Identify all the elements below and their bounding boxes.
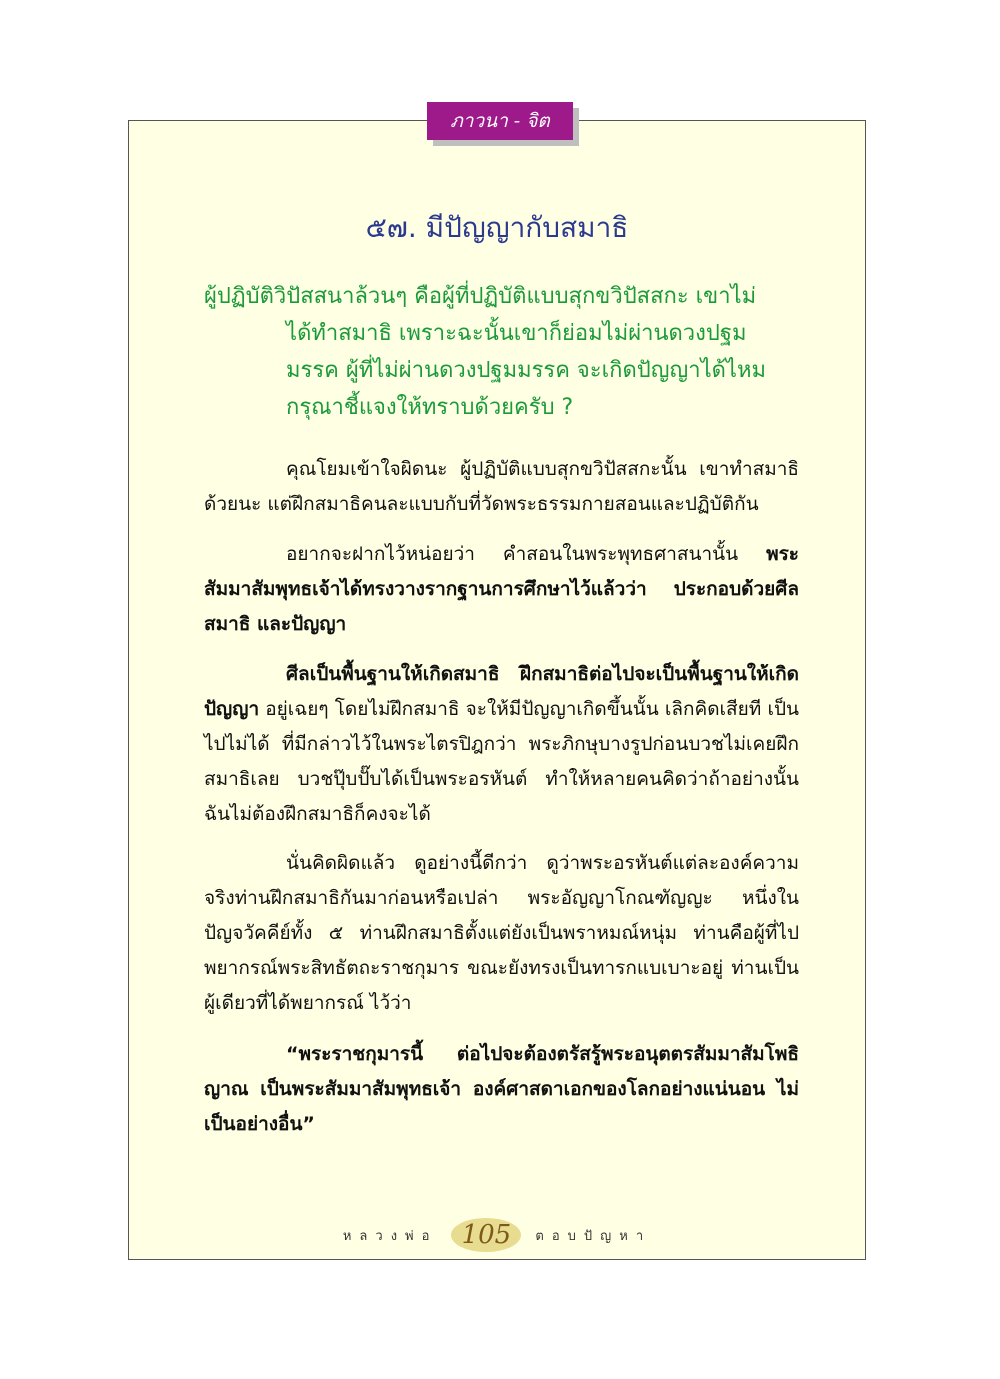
answer-paragraph-3-emphasis: ศีลเป็นพื้นฐานให้เกิดสมาธิ ฝึกสมาธิต่อไปจะเป็นพื้นฐานให้เกิดปัญญา xyxy=(204,663,799,720)
answer-paragraph-3-text: อยู่เฉยๆ โดยไม่ฝึกสมาธิ จะให้มีปัญญาเกิดขึ้นนั้น เลิกคิดเสียที เป็นไปไม่ได้ ที่มีกล่าวไว้ในพระไตรปิฎกว่า พระภิกษุบางรูปก่อนบวชไม่เคยฝึกสมาธิเลย บวชปุ๊บปั๊บได้เป็นพระอรหันต์ ทำให้หลายคนคิดว่าถ้าอย่างนั้นฉันไม่ต้องฝึกสมาธิก็คงจะได้ xyxy=(204,698,799,825)
answer-paragraph-3 xyxy=(204,657,799,832)
page-number: 105 xyxy=(451,1218,521,1252)
page-footer xyxy=(128,1215,866,1255)
answer-paragraph-2-text: อยากจะฝากไว้หน่อยว่า คำสอนในพระพุทธศาสนานั้น xyxy=(286,543,767,565)
category-tab: ภาวนา - จิต xyxy=(427,102,573,140)
question-continuation: ได้ทำสมาธิ เพราะฉะนั้นเขาก็ย่อมไม่ผ่านดวงปฐมมรรค ผู้ที่ไม่ผ่านดวงปฐมมรรค จะเกิดปัญญาได้ไหม กรุณาชี้แจงให้ทราบด้วยครับ ? xyxy=(286,321,766,420)
prophecy-quote: “พระราชกุมารนี้ ต่อไปจะต้องตรัสรู้พระอนุตตรสัมมาสัมโพธิญาณ เป็นพระสัมมาสัมพุทธเจ้า องค์ศาสดาเอกของโลกอย่างแน่นอน ไม่เป็นอย่างอื่น” xyxy=(204,1043,799,1135)
footer-right-label: ตอบปัญหา xyxy=(535,1228,652,1244)
answer-paragraph-1: คุณโยมเข้าใจผิดนะ ผู้ปฏิบัติแบบสุกขวิปัสสกะนั้น เขาทำสมาธิด้วยนะ แต่ฝึกสมาธิคนละแบบกับที่วัดพระธรรมกายสอนและปฏิบัติกัน xyxy=(204,458,799,515)
question-first-line: ผู้ปฏิบัติวิปัสสนาล้วนๆ คือผู้ที่ปฏิบัติแบบสุกขวิปัสสกะ เขาไม่ xyxy=(204,284,757,309)
answer-paragraph-2-emphasis: พระสัมมาสัมพุทธเจ้าได้ทรงวางรากฐานการศึกษาไว้แล้วว่า ประกอบด้วยศีล สมาธิ และปัญญา xyxy=(204,543,799,635)
question-block xyxy=(204,278,799,426)
chapter-title: ๕๗. มีปัญญากับสมาธิ xyxy=(365,211,629,244)
answer-paragraph-2 xyxy=(204,537,799,642)
answer-paragraph-4: นั่นคิดผิดแล้ว ดูอย่างนี้ดีกว่า ดูว่าพระอรหันต์แต่ละองค์ความจริงท่านฝึกสมาธิกันมาก่อนหรือเปล่า พระอัญญาโกณฑัญญะ หนึ่งในปัญจวัคคีย์ทั้ง ๕ ท่านฝึกสมาธิตั้งแต่ยังเป็นพราหมณ์หนุ่ม ท่านคือผู้ที่ไปพยากรณ์พระสิทธัตถะราชกุมาร ขณะยังทรงเป็นทารกแบเบาะอยู่ ท่านเป็นผู้เดียวที่ได้พยากรณ์ ไว้ว่า xyxy=(204,852,799,1014)
footer-left-label: หลวงพ่อ xyxy=(342,1228,438,1244)
